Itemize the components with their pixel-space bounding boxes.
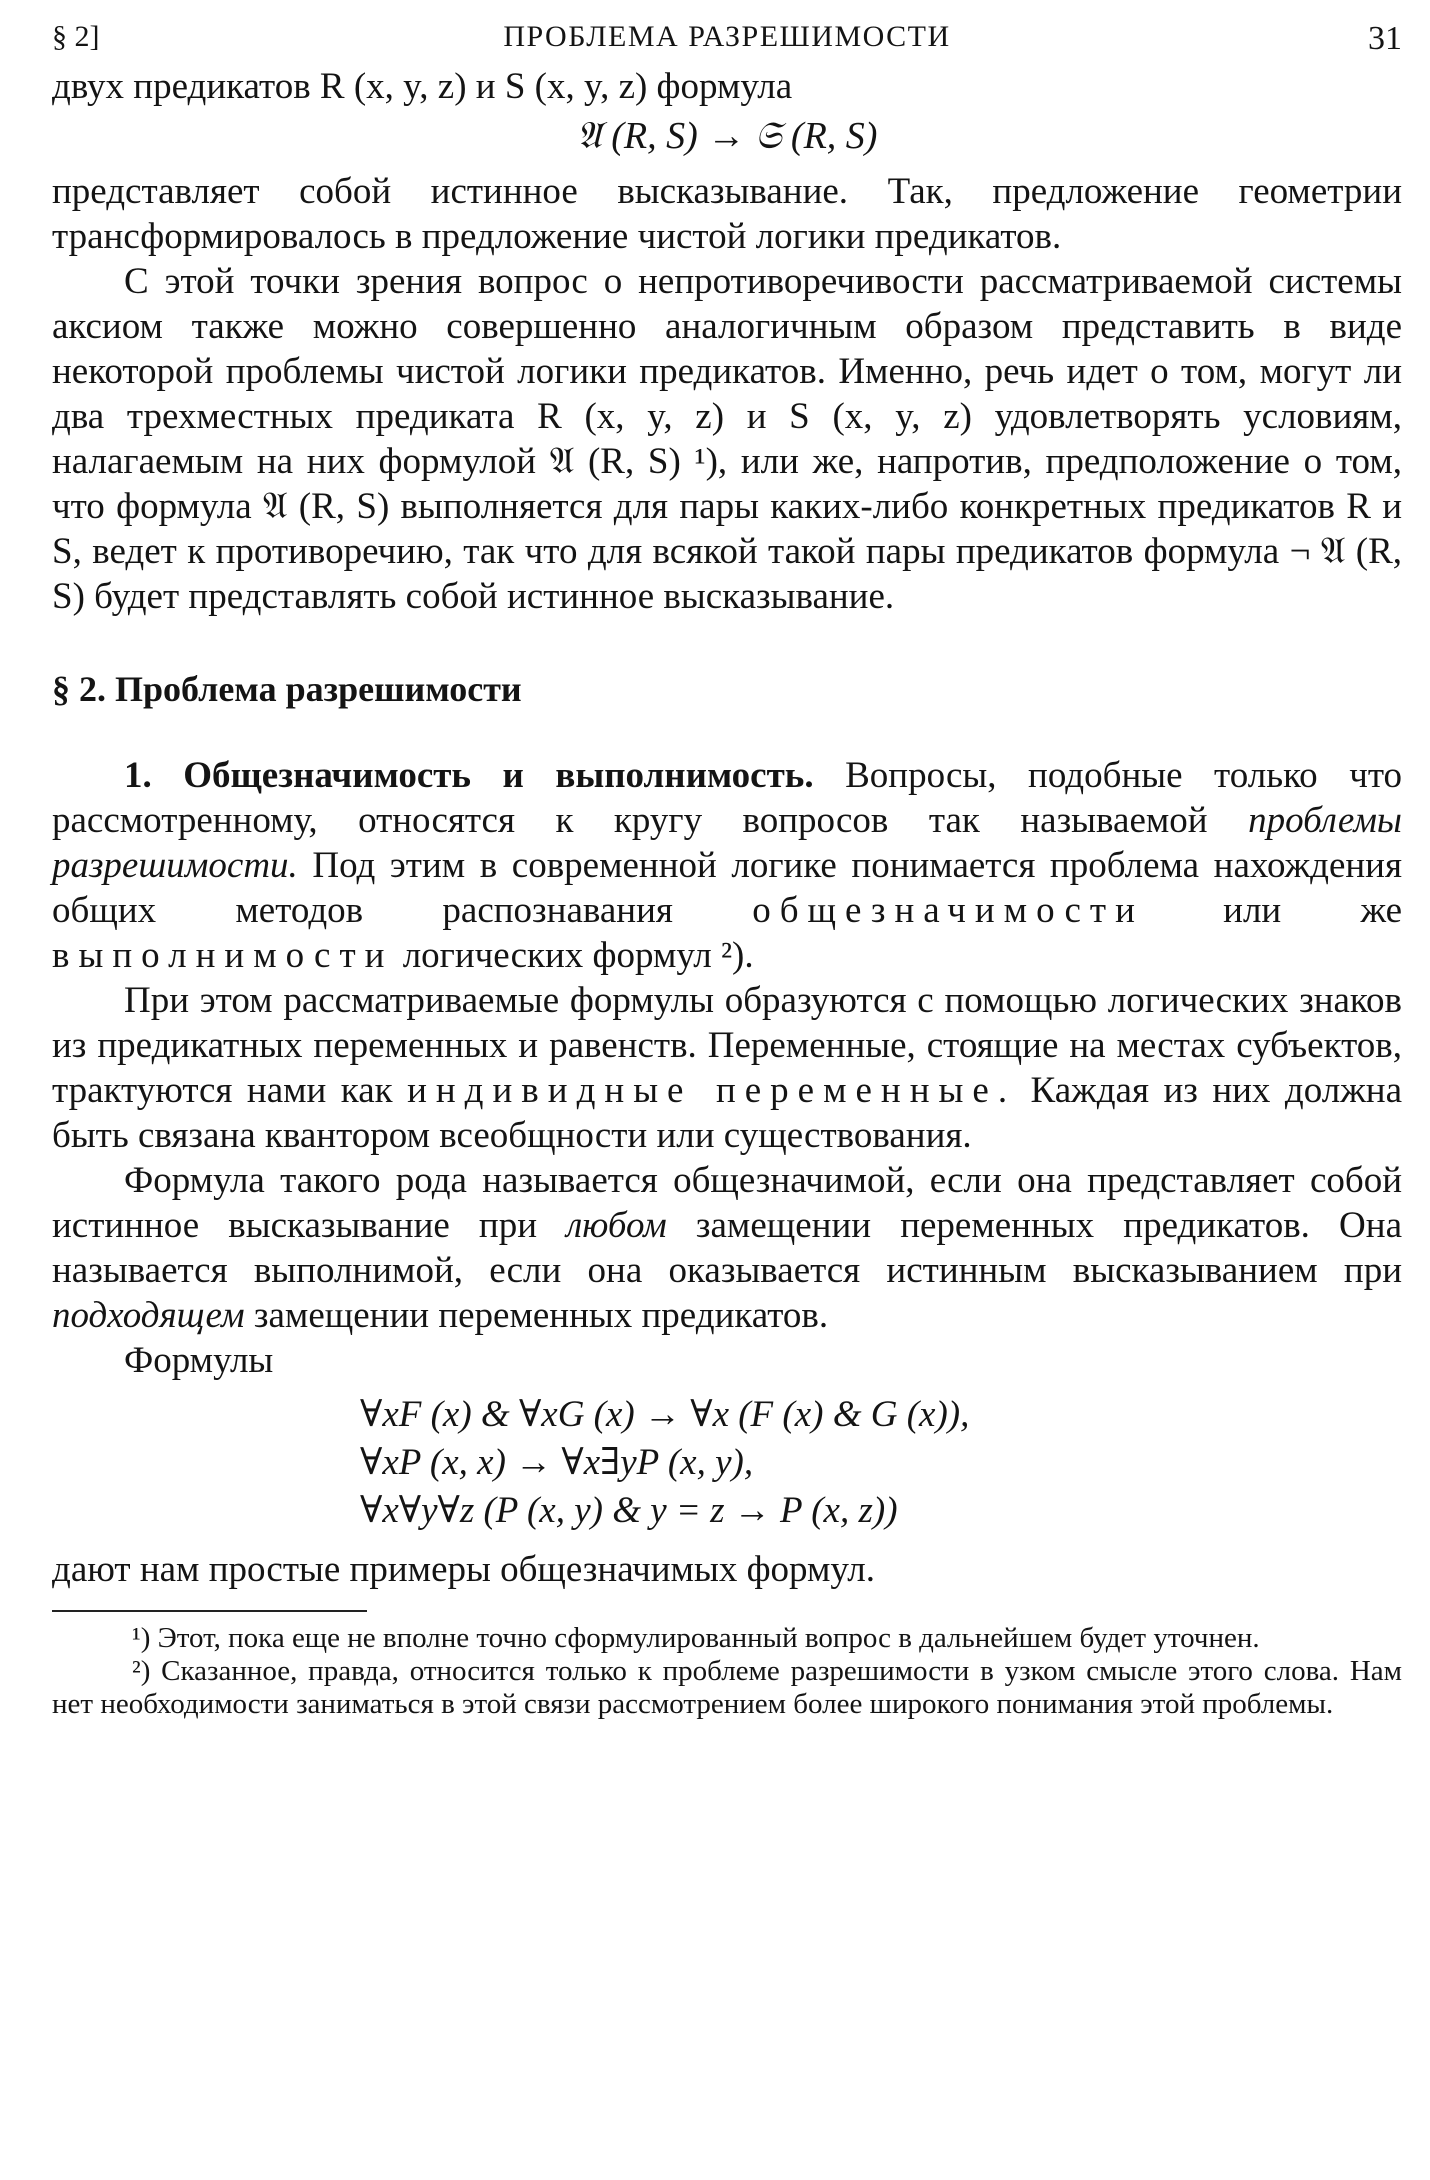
p3-text-b: Под этим в современной логике понимается проблема нахождения общих методов распознавания (52, 845, 1402, 931)
p3-text-a: Вопросы, подобные только что рассмотренному, относятся к кругу вопросов так называемой (52, 755, 1402, 841)
p5-text-b: замещении переменных предикатов. Она называется выполнимой, если она оказывается истинным высказыванием при (52, 1205, 1402, 1291)
paragraph-2: С этой точки зрения вопрос о непротиворечивости рассматриваемой системы аксиом также можно совершенно аналогичным образом представить в виде некоторой проблемы чистой логики предикатов. Именно, речь идет о том, могут ли два трехместных предиката R (x, y, z) и S (x, y, z) удовлетворять условиям, налагаемым на них формулой 𝔄 (R, S) ¹), или же, напротив, предположение о том, что формула 𝔄 (R, S) выполняется для пары каких-либо конкретных предикатов R и S, ведет к противоречию, так что для всякой такой пары предикатов формула ¬ 𝔄 (R, S) будет представлять собой истинное высказывание. (52, 261, 1402, 617)
p4-text-a: При этом рассматриваемые формулы образуются с помощью логических знаков из предикатных переменных и равенств. Переменные, стоящие на местах субъектов, трактуются нами как (52, 980, 1402, 1111)
p3-term: проблемы разрешимости. (52, 800, 1402, 886)
paragraph-3 (52, 753, 1402, 978)
p4-spaced-term: индивидные переменные. (407, 1070, 1017, 1111)
formula-line-1: ∀xF (x) & ∀xG (x) → ∀x (F (x) & G (x)), (360, 1394, 970, 1435)
footnote-divider (52, 1610, 367, 1612)
intro-line: двух предикатов R (x, y, z) и S (x, y, z) формула (52, 66, 793, 107)
running-header (52, 14, 1402, 64)
paragraph-7: дают нам простые примеры общезначимых формул. (52, 1549, 875, 1590)
p5-italic-1: любом (566, 1205, 667, 1246)
paragraph-1: представляет собой истинное высказывание. Так, предложение геометрии трансформировалось в предложение чистой логики предикатов. (52, 171, 1402, 257)
formula-block (360, 1391, 1402, 1535)
paragraph-5 (52, 1158, 1402, 1338)
header-running-title: ПРОБЛЕМА РАЗРЕШИМОСТИ (503, 20, 951, 53)
section-heading: § 2. Проблема разрешимости (52, 669, 522, 709)
p3-spaced-term-2: выполнимости (52, 935, 394, 976)
p5-text-c: замещении переменных предикатов. (244, 1295, 829, 1336)
paragraph-6: Формулы (124, 1340, 274, 1381)
main-formula: 𝔄 (R, S) → 𝔖 (R, S) (576, 115, 878, 157)
header-page-number: 31 (1368, 20, 1402, 57)
p3-text-c: или же (1143, 890, 1402, 931)
formula-line-2: ∀xP (x, x) → ∀x∃yP (x, y), (360, 1442, 754, 1483)
p4-text-b: Каждая из них должна быть связана квантором всеобщности или существования. (52, 1070, 1402, 1156)
formula-line-3: ∀x∀y∀z (P (x, y) & y = z → P (x, z)) (360, 1490, 898, 1531)
paragraph-4 (52, 978, 1402, 1158)
footnote-2: ²) Сказанное, правда, относится только к проблеме разрешимости в узком смысле этого слова. Нам нет необходимости заниматься в этой связи рассмотрением более широкого понимания этой проблемы. (52, 1655, 1402, 1720)
book-page (52, 14, 1402, 1721)
subsection-title: 1. Общезначимость и выполнимость. (124, 755, 814, 796)
p3-text-d: логических формул ²). (393, 935, 754, 976)
p3-spaced-term-1: общезначимости (752, 890, 1144, 931)
p5-text-a: Формула такого рода называется общезначимой, если она представляет собой истинное высказывание при (52, 1160, 1402, 1246)
p5-italic-2: подходящем (52, 1295, 245, 1336)
footnote-1: ¹) Этот, пока еще не вполне точно сформулированный вопрос в дальнейшем будет уточнен. (132, 1622, 1260, 1654)
header-section-ref: § 2] (52, 20, 100, 53)
